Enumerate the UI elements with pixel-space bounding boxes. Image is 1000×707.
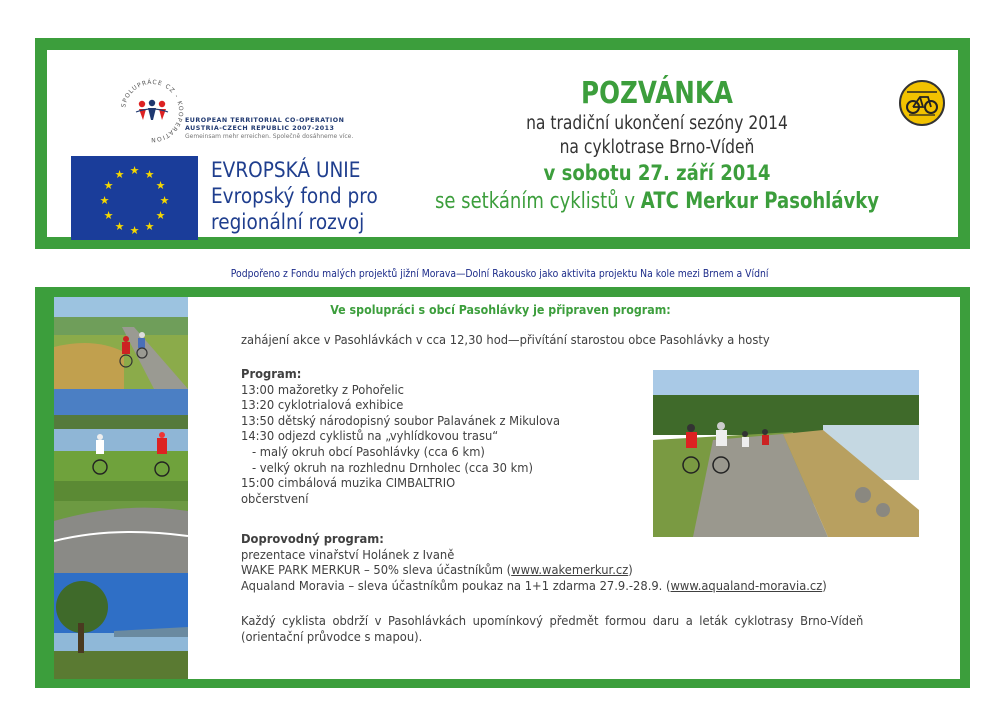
svg-text:★: ★	[99, 194, 110, 207]
event-date: v sobotu 27. září 2014	[543, 161, 771, 186]
program-intro-text: Ve spolupráci s obcí Pasohlávky je připraven program:	[329, 302, 671, 317]
support-line	[0, 267, 1000, 280]
svg-text:★: ★	[144, 220, 155, 233]
invitation-title: POZVÁNKA	[581, 76, 733, 111]
svg-text:★: ★	[114, 168, 125, 181]
meeting-place: ATC Merkur Pasohlávky	[640, 189, 880, 214]
program-item: 14:30 odjezd cyklistů na „vyhlídkovou trasu“	[241, 429, 499, 445]
eu-line-1: EVROPSKÁ UNIE	[211, 158, 361, 183]
support-text: Podpořeno z Fondu malých projektů jižní Morava—Dolní Rakousko jako aktivita projektu Na kole mezi Brnem a Vídní	[231, 267, 769, 280]
program-item: 13:20 cyklotrialová exhibice	[241, 398, 404, 414]
program-item: 13:50 dětský národopisný soubor Palavánek z Mikulova	[241, 413, 561, 429]
eu-flag-icon	[71, 156, 198, 240]
eu-line-3: regionální rozvoj	[211, 210, 365, 235]
program-heading: Program:	[241, 367, 302, 382]
etc-logo	[117, 76, 387, 166]
etc-line-1: EUROPEAN TERRITORIAL CO-OPERATION	[185, 117, 345, 124]
svg-text:★: ★	[155, 209, 166, 222]
wakepark-text: WAKE PARK MERKUR – 50% sleva účastníkům (	[241, 563, 512, 579]
opening-line: zahájení akce v Pasohlávkách v cca 12,30 hod—přivítání starostou obce Pasohlávky a hosty	[241, 333, 770, 348]
program-item: - velký okruh na rozhlednu Drnholec (cca 30 km)	[241, 460, 534, 476]
event-meeting	[415, 188, 899, 216]
header-panel	[47, 50, 958, 237]
svg-text:★: ★	[129, 164, 140, 177]
program-item: 13:00 mažoretky z Pohořelic	[241, 382, 404, 398]
svg-text:★: ★	[155, 179, 166, 192]
wakepark-suffix: )	[628, 563, 633, 579]
accompanying-item-winery: prezentace vinařství Holánek z Ivaně	[241, 547, 455, 563]
header-frame	[35, 38, 970, 249]
invitation-title-block	[362, 76, 952, 216]
meeting-prefix: se setkáním cyklistů v	[434, 189, 641, 214]
aqualand-link[interactable]: www.aqualand-moravia.cz	[670, 578, 823, 594]
photo-curving-path	[54, 481, 188, 573]
aqualand-suffix: )	[822, 578, 827, 594]
cycle-route-badge-icon	[899, 80, 945, 126]
photo-cyclists-group	[653, 370, 919, 537]
svg-text:★: ★	[144, 168, 155, 181]
accompanying-item-aqualand	[241, 579, 827, 595]
program-intro	[0, 302, 1000, 317]
program-item: občerstvení	[241, 491, 309, 507]
svg-text:★: ★	[129, 224, 140, 237]
closing-line-1: Každý cyklista obdrží v Pasohlávkách upomínkový předmět formou daru a leták cyklotrasy Brno-Vídeň	[241, 614, 864, 629]
svg-text:★: ★	[103, 179, 114, 192]
eu-line-2: Evropský fond pro	[211, 184, 378, 209]
photo-strip	[54, 297, 188, 679]
invitation-subtitle-1: na tradiční ukončení sezóny 2014	[526, 113, 788, 134]
wakemerkur-link[interactable]: www.wakemerkur.cz	[511, 563, 629, 579]
closing-line-2: (orientační průvodce s mapou).	[241, 629, 423, 645]
opening-text	[241, 333, 828, 349]
program-item: - malý okruh obcí Pasohlávky (cca 6 km)	[241, 444, 485, 460]
accompanying-heading: Doprovodný program:	[241, 532, 384, 547]
cooperation-ring-icon	[117, 76, 187, 146]
accompanying-item-wakepark	[241, 563, 827, 579]
program-list	[241, 367, 596, 507]
accompanying-list	[241, 532, 892, 594]
aqualand-text: Aqualand Moravia – sleva účastníkům poukaz na 1+1 zdarma 27.9.-28.9. (	[241, 578, 671, 594]
svg-text:★: ★	[159, 194, 170, 207]
svg-text:★: ★	[103, 209, 114, 222]
etc-line-2: AUSTRIA-CZECH REPUBLIC 2007-2013	[185, 125, 335, 132]
invitation-subtitle-2: na cyklotrase Brno-Vídeň	[559, 137, 755, 158]
svg-text:★: ★	[114, 220, 125, 233]
photo-lakeshore	[54, 573, 188, 679]
photo-lake-cyclists	[54, 389, 188, 481]
program-item: 15:00 cimbálová muzika CIMBALTRIO	[241, 476, 456, 492]
eu-fund-label	[211, 158, 378, 236]
ring-text-top: SPOLUPRÁCE CZ - KOOPERATION	[120, 78, 185, 144]
closing-text	[241, 614, 932, 645]
etc-line-3: Gemeinsam mehr erreichen. Společně dosáhneme více.	[185, 133, 354, 140]
